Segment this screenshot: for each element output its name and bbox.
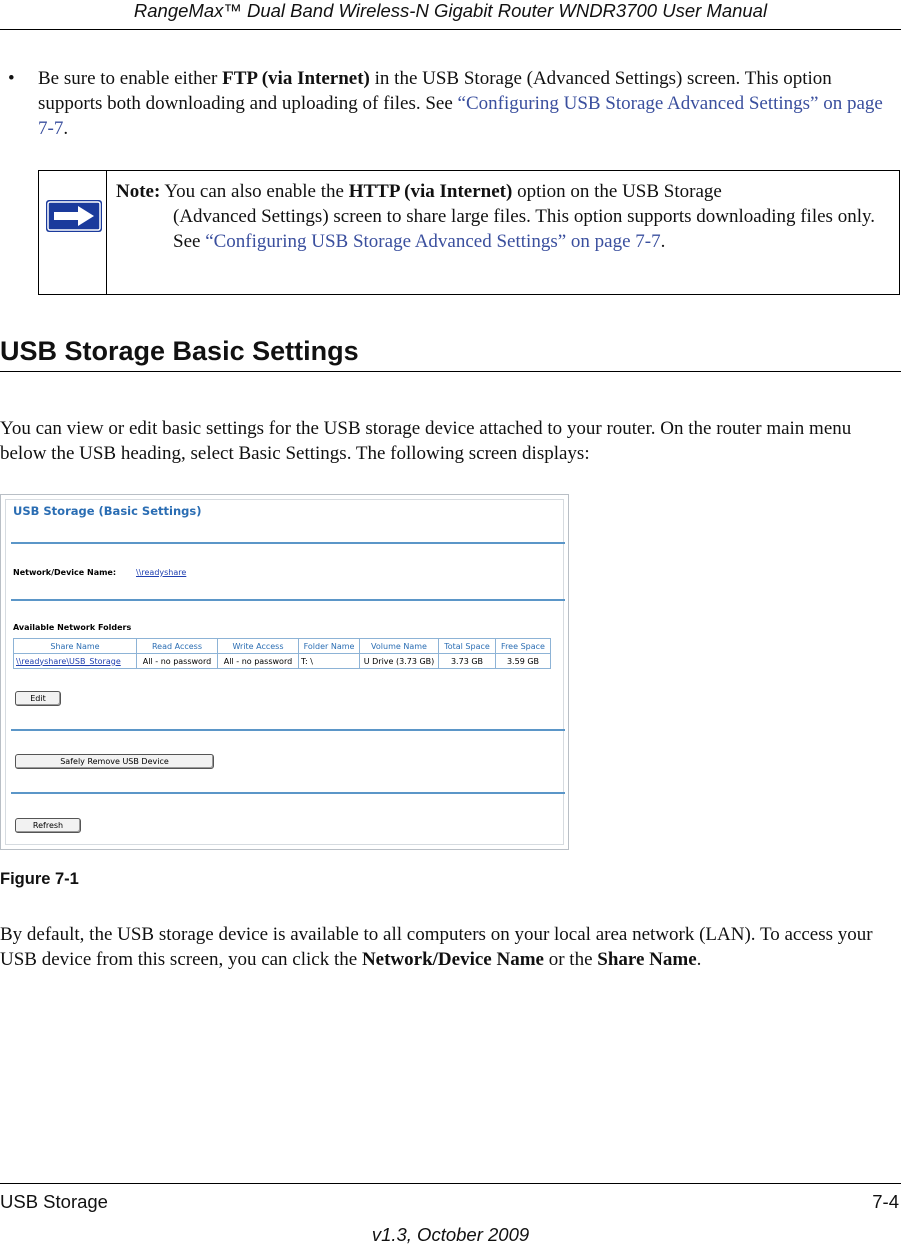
- note-crossref-link[interactable]: “Configuring USB Storage Advanced Settings” on page 7-7: [205, 231, 661, 252]
- note-text: [116, 179, 896, 254]
- screen-title: USB Storage (Basic Settings): [13, 504, 202, 518]
- body-text-post: .: [696, 949, 702, 970]
- bullet-item: [8, 66, 898, 141]
- bullet-text: [38, 66, 898, 141]
- divider: [11, 792, 565, 794]
- table-cell: 3.73 GB: [439, 654, 496, 669]
- table-cell: 3.59 GB: [496, 654, 551, 669]
- bullet-text-post: .: [63, 118, 69, 139]
- footer-version: v1.3, October 2009: [371, 1224, 530, 1245]
- share-name-bold: Share Name: [597, 949, 697, 970]
- column-header: Read Access: [137, 639, 218, 654]
- column-header: Free Space: [496, 639, 551, 654]
- footer-page-number: 7-4: [872, 1191, 899, 1212]
- header-rule: [0, 29, 901, 30]
- section-rule: [0, 371, 901, 372]
- bullet-marker: •: [8, 68, 15, 89]
- divider: [11, 599, 565, 601]
- table-header-row: [14, 639, 551, 654]
- network-device-name-bold: Network/Device Name: [361, 949, 544, 970]
- share-name-link[interactable]: \\readyshare\USB_Storage: [14, 654, 137, 669]
- note-box: [38, 170, 900, 295]
- divider: [11, 729, 565, 731]
- edit-button[interactable]: Edit: [15, 691, 61, 706]
- table-row: [14, 654, 551, 669]
- column-header: Folder Name: [299, 639, 360, 654]
- section-heading: USB Storage Basic Settings: [0, 336, 359, 366]
- device-name-link[interactable]: \\readyshare: [136, 568, 187, 577]
- body-paragraph: [0, 922, 900, 972]
- body-text-mid: or the: [543, 949, 598, 970]
- safely-remove-usb-button[interactable]: Safely Remove USB Device: [15, 754, 214, 769]
- bullet-crossref-link[interactable]: “Configuring USB Storage Advanced Settings” on page 7-7: [38, 93, 883, 139]
- running-header: RangeMax™ Dual Band Wireless-N Gigabit Router WNDR3700 User Manual: [133, 0, 768, 21]
- note-label: Note:: [116, 181, 161, 202]
- footer-rule: [0, 1183, 901, 1184]
- table-cell: T: \: [299, 654, 360, 669]
- divider: [11, 542, 565, 544]
- usb-basic-settings-screenshot: [0, 494, 569, 850]
- note-rest-text: (Advanced Settings) screen to share large files. This option supports downloading files only. See: [173, 206, 875, 252]
- table-cell: All - no password: [137, 654, 218, 669]
- bullet-ftp-bold: FTP (via Internet): [222, 68, 370, 89]
- bullet-text-mid: in the USB Storage (Advanced Settings) screen. This option supports both downloading and uploading of files. See: [38, 68, 832, 114]
- footer-section-name: USB Storage: [0, 1191, 108, 1212]
- figure-caption: Figure 7-1: [0, 870, 79, 888]
- column-header: Volume Name: [360, 639, 439, 654]
- arrow-right-icon: [46, 200, 102, 232]
- intro-paragraph: You can view or edit basic settings for the USB storage device attached to your router. On the router main menu below the USB heading, select Basic Settings. The following screen displays:: [0, 418, 852, 464]
- note-post: .: [660, 231, 666, 252]
- note-line1-post: option on the USB Storage: [512, 181, 722, 202]
- table-cell: All - no password: [218, 654, 299, 669]
- folders-table: [13, 638, 551, 669]
- note-icon-cell: [39, 171, 107, 294]
- body-text-pre: By default, the USB storage device is available to all computers on your local area network (LAN). To access your USB device from this screen, you can click the: [0, 924, 873, 970]
- note-http-bold: HTTP (via Internet): [348, 181, 513, 202]
- device-name-label: Network/Device Name:: [13, 568, 117, 577]
- column-header: Write Access: [218, 639, 299, 654]
- table-cell: U Drive (3.73 GB): [360, 654, 439, 669]
- note-line1-pre: You can also enable the: [160, 181, 349, 202]
- folders-label: Available Network Folders: [13, 623, 132, 632]
- column-header: Share Name: [14, 639, 137, 654]
- refresh-button[interactable]: Refresh: [15, 818, 81, 833]
- column-header: Total Space: [439, 639, 496, 654]
- bullet-text-pre: Be sure to enable either: [38, 68, 223, 89]
